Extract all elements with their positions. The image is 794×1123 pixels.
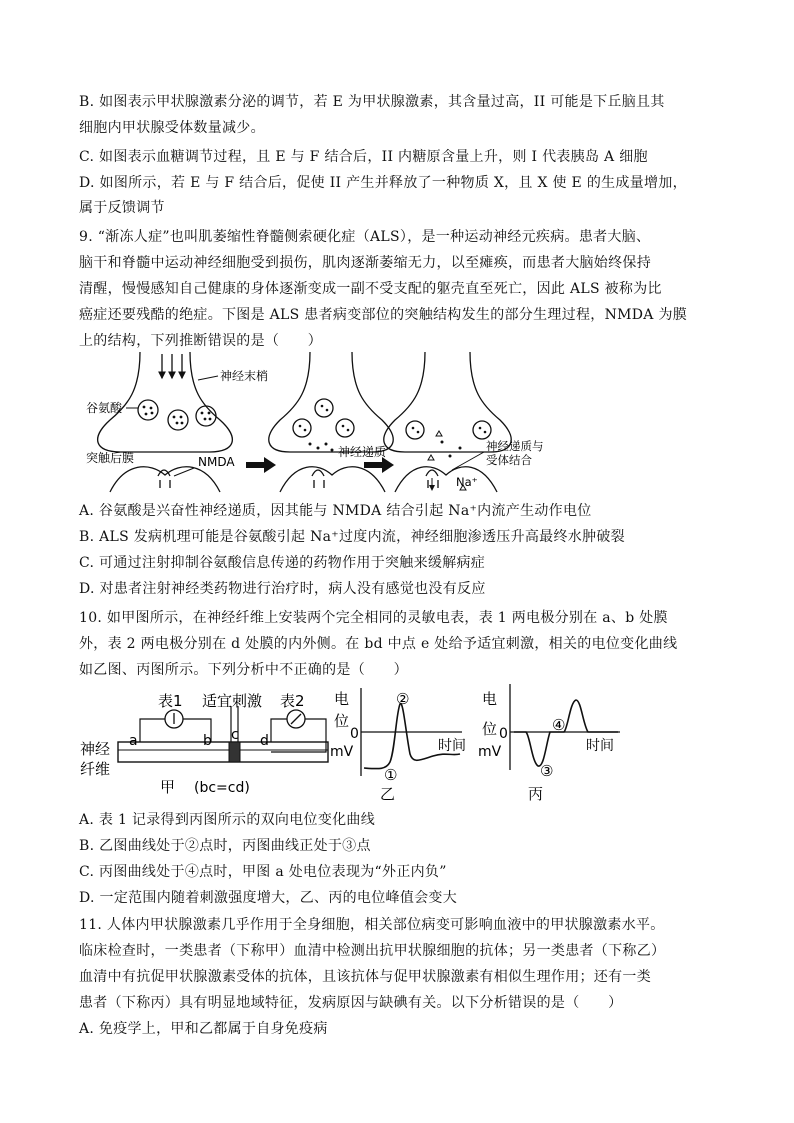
caption-bc-cd: (bc=cd) [194, 780, 250, 796]
text-line: 血清中有抗促甲状腺激素受体的抗体，且该抗体与促甲状腺激素有相似生理作用；还有一类 [79, 969, 651, 985]
graph-yi [361, 688, 462, 776]
label-point-a: a [129, 733, 138, 749]
text-line: A. 表 1 记录得到丙图所示的双向电位变化曲线 [79, 812, 376, 828]
text-line: 10. 如甲图所示，在神经纤维上安装两个完全相同的灵敏电表，表 1 两电极分别在 a、b 处膜 [79, 610, 668, 626]
label-potential-2: 位 [334, 712, 350, 730]
nerve-fiber-figure [78, 684, 638, 804]
text-line: 临床检查时，一类患者（下称甲）血清中检测出抗甲状腺细胞的抗体；另一类患者（下称乙） [79, 943, 666, 959]
marker-1: ① [384, 766, 398, 784]
label-neurotransmitter: 神经递质 [338, 445, 387, 459]
text-line: B. 如图表示甲状腺激素分泌的调节，若 E 为甲状腺激素，其含量过高，II 可能是下丘脑且其 [79, 94, 665, 110]
text-line: D. 对患者注射神经类药物进行治疗时，病人没有感觉也没有反应 [79, 581, 486, 597]
text-line: 患者（下称丙）具有明显地域特征，发病原因与缺碘有关。以下分析错误的是（ ） [79, 995, 623, 1011]
text-line: 上的结构，下列推断错误的是（ ） [79, 333, 323, 349]
label-sodium-ion: Na⁺ [456, 475, 478, 489]
text-line: 外，表 2 两电极分别在 d 处膜的内外侧。在 bd 中点 e 处给予适宜刺激，相关的电位变化曲线 [79, 636, 678, 652]
label-fiber-2: 纤维 [80, 760, 111, 778]
text-line: B. ALS 发病机理可能是谷氨酸引起 Na⁺过度内流，神经细胞渗透压升高最终水肿破裂 [79, 529, 625, 545]
text-line: 属于反馈调节 [79, 200, 165, 216]
label-point-c: c [231, 727, 239, 743]
label-potential-2b: 位 [482, 720, 498, 738]
caption-yi: 乙 [380, 785, 396, 803]
label-point-d: d [260, 733, 269, 749]
label-stimulus: 适宜刺激 [202, 692, 263, 710]
caption-jia: 甲 [160, 778, 176, 796]
label-point-b: b [203, 733, 212, 749]
synapse-figure [80, 350, 600, 500]
label-potential-1: 电 [334, 690, 350, 708]
label-meter-1: 表1 [158, 692, 183, 710]
text-line: C. 如图表示血糖调节过程，且 E 与 F 结合后，II 内糖原含量上升，则 I 代表胰岛 A 细胞 [79, 149, 648, 165]
label-binding-2: 受体结合 [486, 453, 532, 467]
text-line: B. 乙图曲线处于②点时，丙图曲线正处于③点 [79, 838, 371, 854]
text-line: A. 谷氨酸是兴奋性神经递质，因其能与 NMDA 结合引起 Na⁺内流产生动作电位 [79, 503, 592, 519]
marker-4: ④ [552, 716, 566, 734]
label-postsynaptic-membrane: 突触后膜 [86, 451, 135, 465]
label-time: 时间 [438, 738, 466, 754]
label-glutamate: 谷氨酸 [86, 401, 123, 415]
text-line: C. 可通过注射抑制谷氨酸信息传递的药物作用于突触来缓解病症 [79, 555, 486, 571]
synapse-panel-3 [384, 352, 511, 492]
label-zero: 0 [350, 726, 359, 742]
label-mv-b: mV [478, 744, 502, 760]
text-line: 9. “渐冻人症”也叫肌萎缩性脊髓侧索硬化症（ALS），是一种运动神经元疾病。患者大脑、 [79, 229, 651, 245]
label-time-b: 时间 [586, 738, 614, 754]
process-arrow-2 [364, 457, 394, 473]
text-line: 脑干和脊髓中运动神经细胞受到损伤，肌肉逐渐萎缩无力，以至瘫痪，而患者大脑始终保持 [79, 255, 651, 271]
curve-yi [364, 704, 460, 769]
text-line: D. 一定范围内随着刺激强度增大，乙、丙的电位峰值会变大 [79, 890, 458, 906]
text-line: 11. 人体内甲状腺激素几乎作用于全身细胞，相关部位病变可影响血液中的甲状腺激素水平。 [79, 917, 665, 933]
label-nerve-ending: 神经末梢 [220, 369, 269, 383]
synapse-panel-1 [98, 352, 233, 492]
marker-3: ③ [540, 762, 554, 780]
text-line: 癌症还要残酷的绝症。下图是 ALS 患者病变部位的突触结构发生的部分生理过程，NMDA 为膜 [79, 307, 688, 323]
label-meter-2: 表2 [280, 692, 305, 710]
label-zero-b: 0 [499, 726, 508, 742]
process-arrow-1 [246, 457, 276, 473]
label-nmda: NMDA [198, 455, 235, 469]
label-mv: mV [330, 744, 354, 760]
text-line: 细胞内甲状腺受体数量减少。 [79, 120, 265, 136]
text-line: A. 免疫学上，甲和乙都属于自身免疫病 [79, 1021, 328, 1037]
marker-2: ② [396, 690, 410, 708]
curve-bing [514, 700, 618, 766]
label-potential-1b: 电 [482, 690, 498, 708]
synapse-panel-2 [269, 352, 393, 492]
text-line: 清醒，慢慢感知自己健康的身体逐渐变成一副不受支配的躯壳直至死亡，因此 ALS 被称为比 [79, 281, 662, 297]
diagram-jia [118, 706, 328, 762]
label-binding-1: 神经递质与 [486, 439, 544, 453]
label-fiber-1: 神经 [80, 740, 111, 758]
text-line: D. 如图所示，若 E 与 F 结合后，促使 II 产生并释放了一种物质 X，且 X 使 E 的生成量增加， [79, 175, 687, 191]
caption-bing: 丙 [528, 785, 544, 803]
text-line: 如乙图、丙图所示。下列分析中不正确的是（ ） [79, 662, 408, 678]
text-line: C. 丙图曲线处于④点时，甲图 a 处电位表现为“外正内负” [79, 864, 447, 880]
